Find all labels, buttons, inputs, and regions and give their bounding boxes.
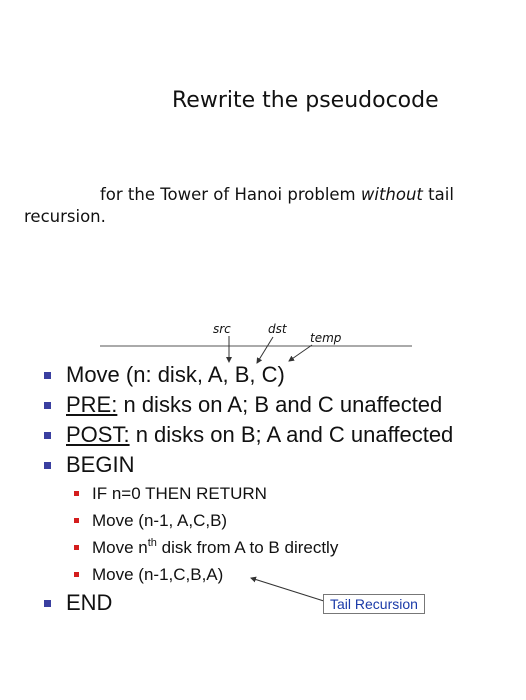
pre-label: PRE: [66, 392, 118, 417]
list-item-move-1: Move (n-1, A,C,B) [44, 507, 453, 534]
list-item-post: POST: n disks on B; A and C unaffected [44, 420, 453, 450]
tail-recursion-callout: Tail Recursion [323, 594, 425, 614]
temp-arrow [289, 345, 312, 361]
list-item-if: IF n=0 THEN RETURN [44, 480, 453, 507]
list-item-begin: BEGIN [44, 450, 453, 480]
list-item-move-nth: Move $n^{th}$ disk from A to B directly [44, 534, 453, 561]
src-label: src [213, 322, 231, 336]
slide-title: Rewrite the pseudocode [172, 88, 439, 113]
list-item-move-signature: Move (n: disk, A, B, C) [44, 360, 453, 390]
list-item-end: END [44, 588, 453, 618]
temp-label: temp [310, 331, 342, 345]
intro-line2: recursion. [24, 207, 106, 226]
dst-label: dst [268, 322, 287, 336]
post-label: POST: [66, 422, 130, 447]
intro-part1: for the Tower of Hanoi problem [100, 185, 361, 204]
intro-emphasis: without [360, 185, 423, 204]
intro-part2: tail [422, 185, 454, 204]
list-item-pre: PRE: n disks on A; B and C unaffected [44, 390, 453, 420]
pseudocode-list [44, 360, 453, 618]
list-item-move-2: Move (n-1,C,B,A) [44, 561, 453, 588]
